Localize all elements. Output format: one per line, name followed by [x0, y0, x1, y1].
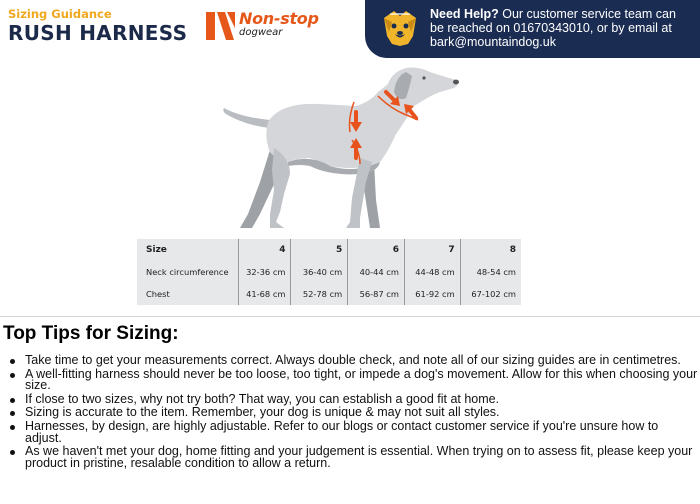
title-block: [8, 7, 187, 45]
tips-heading: Top Tips for Sizing:: [3, 323, 179, 344]
help-text: [430, 7, 692, 49]
help-panel: [365, 0, 700, 58]
section-divider: [0, 316, 700, 317]
help-heading: Need Help?: [430, 7, 499, 21]
tips-list: [8, 355, 698, 471]
table-cell: 56-87 cm: [348, 283, 405, 305]
tip-item: Harnesses, by design, are highly adjustable. Refer to our blogs or contact customer service if you're unsure how to adjust.: [8, 421, 698, 444]
page-title: RUSH HARNESS: [8, 21, 188, 45]
logo-subtext: dogwear: [239, 27, 283, 38]
size-header-row: [137, 239, 521, 261]
size-header-cell: 7: [404, 239, 460, 261]
table-cell: 48-54 cm: [460, 261, 521, 283]
dog-face-icon: [380, 8, 420, 48]
table-cell: 61-92 cm: [404, 283, 460, 305]
tip-item: A well-fitting harness should never be too loose, too tight, or impede a dog's movement. Allow for this when choosing your size.: [8, 369, 698, 392]
size-header-cell: 6: [348, 239, 405, 261]
tip-item: Sizing is accurate to the item. Remember, your dog is unique & may not suit all styles.: [8, 407, 698, 419]
table-cell: 44-48 cm: [404, 261, 460, 283]
size-header-cell: 8: [460, 239, 521, 261]
table-cell: 36-40 cm: [291, 261, 348, 283]
page-header: [0, 0, 700, 56]
page-subtitle: Sizing Guidance: [8, 7, 112, 21]
size-header-cell: 4: [238, 239, 291, 261]
tip-item: Take time to get your measurements correct. Always double check, and note all of our sizing guides are in centimetres.: [8, 355, 698, 367]
dog-measurement-illustration: [210, 62, 470, 232]
table-cell: 40-44 cm: [348, 261, 405, 283]
brand-logo: [206, 10, 326, 44]
nonstop-logo-icon: [206, 10, 236, 42]
table-cell: 52-78 cm: [291, 283, 348, 305]
row-label: Neck circumference: [146, 267, 229, 277]
chest-row: [137, 283, 521, 305]
help-body: Our customer service team can be reached on 01670343010, or by email at bark@mountaindog.uk: [430, 7, 676, 49]
table-cell: 67-102 cm: [460, 283, 521, 305]
table-cell: 41-68 cm: [238, 283, 291, 305]
tip-item: If close to two sizes, why not try both? That way, you can establish a good fit at home.: [8, 394, 698, 406]
size-header-label: Size: [146, 245, 167, 255]
row-label: Chest: [146, 289, 170, 299]
neck-row: [137, 261, 521, 283]
size-chart-table: [137, 239, 521, 305]
logo-wordmark: Non-stop: [239, 9, 319, 28]
table-cell: 32-36 cm: [238, 261, 291, 283]
size-header-cell: 5: [291, 239, 348, 261]
tip-item: As we haven't met your dog, home fitting and your judgement is essential. When trying on to assess fit, please keep your product in pristine, resalable condition to allow a return.: [8, 446, 698, 469]
